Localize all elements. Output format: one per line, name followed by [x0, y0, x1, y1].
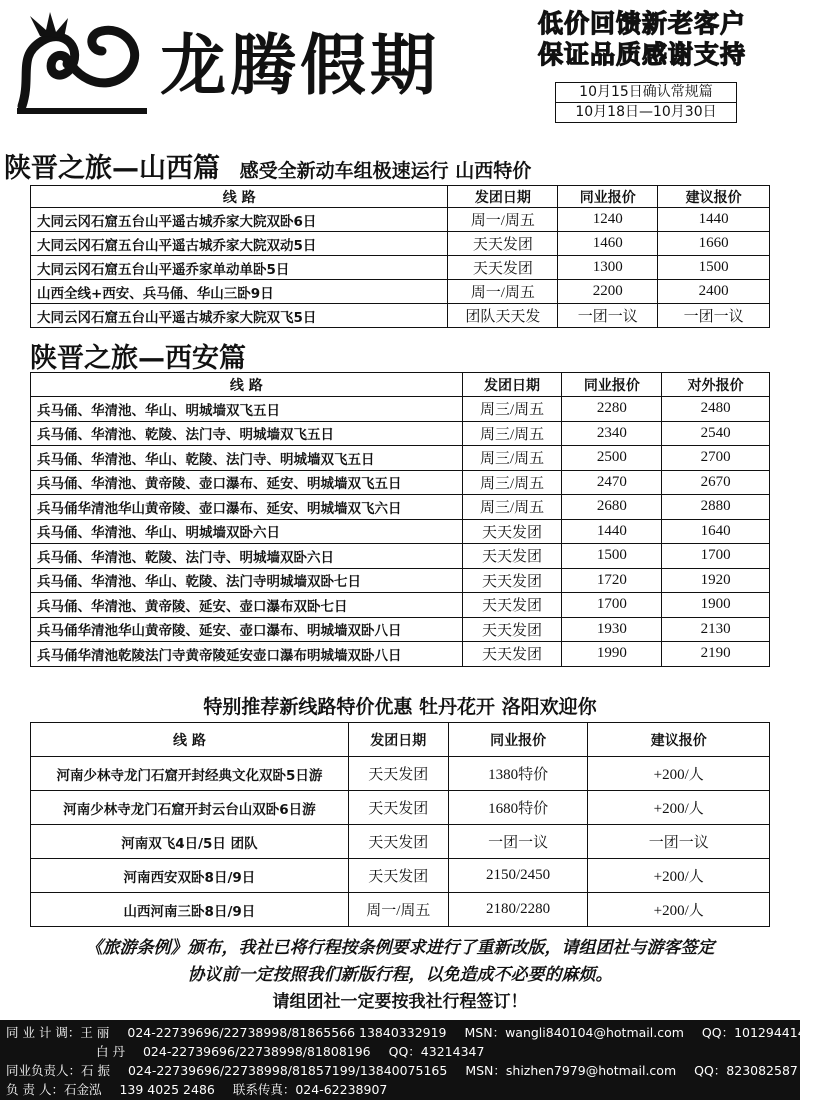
peer-price-cell: 一团一议: [448, 825, 588, 859]
column-header-suggest-price: 建议报价: [588, 723, 770, 757]
contact-label: 负 责 人：石金泓: [6, 1082, 102, 1097]
table-header-row: [31, 723, 770, 757]
table-row: [31, 495, 770, 520]
table-header-row: [31, 373, 770, 397]
table-row: [31, 757, 770, 791]
peer-price-cell: 1440: [562, 519, 662, 544]
peer-price-cell: 1500: [562, 544, 662, 569]
date-cell: 天天发团: [348, 859, 448, 893]
xian-title: 陕晋之旅—西安篇: [30, 343, 246, 374]
column-header-date: 发团日期: [448, 186, 558, 208]
promo-banner: 特别推荐新线路特价优惠 牡丹花开 洛阳欢迎你: [203, 696, 597, 718]
contact-row-2: [96, 1042, 484, 1060]
route-cell: 大同云冈石窟五台山平遥古城乔家大院双卧6日: [31, 208, 448, 232]
contact-fax: 联系传真：024-62238907: [232, 1082, 388, 1097]
date-cell: 周一/周五: [348, 893, 448, 927]
contact-qq: QQ：43214347: [388, 1044, 485, 1059]
suggest-price-cell: 1700: [662, 544, 770, 569]
column-header-route: 线 路: [31, 373, 463, 397]
contact-qq: QQ：1012944143: [701, 1025, 814, 1040]
column-header-date: 发团日期: [348, 723, 448, 757]
shanxi-subtitle: 感受全新动车组极速运行 山西特价: [239, 160, 532, 182]
suggest-price-cell: 2670: [662, 470, 770, 495]
date-cell: 天天发团: [448, 256, 558, 280]
date-cell: 天天发团: [462, 642, 562, 667]
contact-msn[interactable]: MSN：shizhen7979@hotmail.com: [465, 1063, 677, 1078]
route-cell: 兵马俑、华清池、乾陵、法门寺、明城墙双卧六日: [31, 544, 463, 569]
table-row: [31, 470, 770, 495]
peer-price-cell: 1930: [562, 617, 662, 642]
peer-price-cell: 2180/2280: [448, 893, 588, 927]
contact-qq: QQ：823082587: [694, 1063, 798, 1078]
date-cell: 周三/周五: [462, 397, 562, 422]
date-cell: 天天发团: [462, 617, 562, 642]
suggest-price-cell: 一团一议: [588, 825, 770, 859]
contact-footer: [0, 1020, 814, 1100]
henan-table: [30, 722, 770, 927]
table-row: [31, 825, 770, 859]
table-row: [31, 446, 770, 471]
date-box: [555, 82, 737, 123]
peer-price-cell: 1460: [558, 232, 658, 256]
route-cell: 山西全线+西安、兵马俑、华山三卧9日: [31, 280, 448, 304]
column-header-suggest-price: 建议报价: [658, 186, 770, 208]
suggest-price-cell: 2880: [662, 495, 770, 520]
route-cell: 大同云冈石窟五台山平遥乔家单动单卧5日: [31, 256, 448, 280]
shanxi-section-title: [4, 146, 531, 185]
route-cell: 兵马俑、华清池、华山、明城墙双飞五日: [31, 397, 463, 422]
column-header-route: 线 路: [31, 723, 349, 757]
peer-price-cell: 2150/2450: [448, 859, 588, 893]
suggest-price-cell: 1500: [658, 256, 770, 280]
date-cell: 周三/周五: [462, 446, 562, 471]
date-cell: 天天发团: [448, 232, 558, 256]
date-line-1: 10月15日确认常规篇: [579, 84, 713, 100]
notice-line-1: 《旅游条例》颁布，我社已将行程按条例要求进行了重新改版，请组团社与游客签定: [85, 938, 715, 958]
table-row: [31, 304, 770, 328]
table-row: [31, 280, 770, 304]
table-row: [31, 397, 770, 422]
suggest-price-cell: 2190: [662, 642, 770, 667]
route-cell: 河南少林寺龙门石窟开封经典文化双卧5日游: [31, 757, 349, 791]
date-cell: 天天发团: [462, 544, 562, 569]
table-row: [31, 232, 770, 256]
peer-price-cell: 1700: [562, 593, 662, 618]
table-row: [31, 519, 770, 544]
slogan: [538, 8, 746, 70]
route-cell: 大同云冈石窟五台山平遥古城乔家大院双动5日: [31, 232, 448, 256]
date-cell: 团队天天发: [448, 304, 558, 328]
suggest-price-cell: 2700: [662, 446, 770, 471]
date-cell: 周三/周五: [462, 421, 562, 446]
route-cell: 兵马俑、华清池、乾陵、法门寺、明城墙双飞五日: [31, 421, 463, 446]
date-cell: 天天发团: [462, 568, 562, 593]
table-header-row: [31, 186, 770, 208]
suggest-price-cell: 1920: [662, 568, 770, 593]
route-cell: 大同云冈石窟五台山平遥古城乔家大院双飞5日: [31, 304, 448, 328]
contact-phone: 139 4025 2486: [119, 1082, 215, 1097]
peer-price-cell: 1990: [562, 642, 662, 667]
contact-label: 同业负责人：石 振: [6, 1063, 110, 1078]
suggest-price-cell: 一团一议: [658, 304, 770, 328]
peer-price-cell: 2470: [562, 470, 662, 495]
table-row: [31, 256, 770, 280]
column-header-peer-price: 同业报价: [448, 723, 588, 757]
suggest-price-cell: +200/人: [588, 791, 770, 825]
peer-price-cell: 1240: [558, 208, 658, 232]
contact-phone: 024-22739696/22738998/81808196: [142, 1044, 371, 1059]
route-cell: 兵马俑华清池乾陵法门寺黄帝陵延安壶口瀑布明城墙双卧八日: [31, 642, 463, 667]
peer-price-cell: 2500: [562, 446, 662, 471]
suggest-price-cell: 1440: [658, 208, 770, 232]
suggest-price-cell: +200/人: [588, 859, 770, 893]
dragon-logo-icon: [12, 6, 152, 116]
notice-line-3: 请组团社一定要按我社行程签订！: [272, 992, 528, 1012]
contact-row-4: [6, 1080, 387, 1098]
suggest-price-cell: 2480: [662, 397, 770, 422]
table-row: [31, 568, 770, 593]
date-cell: 天天发团: [348, 791, 448, 825]
xian-table: [30, 372, 770, 667]
notice: [0, 935, 800, 1016]
peer-price-cell: 1720: [562, 568, 662, 593]
peer-price-cell: 1300: [558, 256, 658, 280]
date-cell: 天天发团: [348, 757, 448, 791]
contact-phone: 024-22739696/22738998/81857199/13840075165: [127, 1063, 448, 1078]
route-cell: 河南双飞4日/5日 团队: [31, 825, 349, 859]
slogan-line-1: 低价回馈新老客户: [538, 9, 747, 38]
shanxi-table: [30, 185, 770, 328]
table-row: [31, 791, 770, 825]
header: [0, 0, 800, 138]
suggest-price-cell: 2130: [662, 617, 770, 642]
date-cell: 周三/周五: [462, 470, 562, 495]
notice-line-2: 协议前一定按照我们新版行程，以免造成不必要的麻烦。: [187, 965, 613, 985]
peer-price-cell: 1380特价: [448, 757, 588, 791]
route-cell: 河南西安双卧8日/9日: [31, 859, 349, 893]
contact-msn[interactable]: MSN：wangli840104@hotmail.com: [464, 1025, 684, 1040]
column-header-route: 线 路: [31, 186, 448, 208]
shanxi-title: 陕晋之旅—山西篇: [4, 153, 220, 184]
contact-row-3: [6, 1061, 798, 1079]
route-cell: 兵马俑、华清池、华山、明城墙双卧六日: [31, 519, 463, 544]
suggest-price-cell: 1900: [662, 593, 770, 618]
xian-section-title: [30, 336, 246, 375]
peer-price-cell: 2680: [562, 495, 662, 520]
contact-label: 同 业 计 调：王 丽: [6, 1025, 110, 1040]
column-header-external-price: 对外报价: [662, 373, 770, 397]
peer-price-cell: 2200: [558, 280, 658, 304]
peer-price-cell: 2280: [562, 397, 662, 422]
slogan-line-2: 保证品质感谢支持: [538, 40, 747, 69]
route-cell: 兵马俑华清池华山黄帝陵、延安、壶口瀑布、明城墙双卧八日: [31, 617, 463, 642]
route-cell: 兵马俑、华清池、黄帝陵、延安、壶口瀑布双卧七日: [31, 593, 463, 618]
route-cell: 河南少林寺龙门石窟开封云台山双卧6日游: [31, 791, 349, 825]
date-cell: 周一/周五: [448, 280, 558, 304]
column-header-peer-price: 同业报价: [558, 186, 658, 208]
suggest-price-cell: 1640: [662, 519, 770, 544]
suggest-price-cell: 1660: [658, 232, 770, 256]
suggest-price-cell: +200/人: [588, 757, 770, 791]
peer-price-cell: 一团一议: [558, 304, 658, 328]
date-cell: 天天发团: [462, 593, 562, 618]
contact-row-1: [6, 1023, 814, 1041]
route-cell: 兵马俑、华清池、华山、乾陵、法门寺、明城墙双飞五日: [31, 446, 463, 471]
brand-title: 龙腾假期: [160, 27, 440, 104]
column-header-date: 发团日期: [462, 373, 562, 397]
route-cell: 兵马俑、华清池、华山、乾陵、法门寺明城墙双卧七日: [31, 568, 463, 593]
contact-phone: 024-22739696/22738998/81865566 13840332919: [127, 1025, 447, 1040]
date-cell: 天天发团: [348, 825, 448, 859]
table-row: [31, 642, 770, 667]
table-row: [31, 593, 770, 618]
suggest-price-cell: 2540: [662, 421, 770, 446]
table-row: [31, 208, 770, 232]
date-cell: 天天发团: [462, 519, 562, 544]
peer-price-cell: 2340: [562, 421, 662, 446]
table-row: [31, 421, 770, 446]
route-cell: 山西河南三卧8日/9日: [31, 893, 349, 927]
date-cell: 周三/周五: [462, 495, 562, 520]
route-cell: 兵马俑、华清池、黄帝陵、壶口瀑布、延安、明城墙双飞五日: [31, 470, 463, 495]
suggest-price-cell: +200/人: [588, 893, 770, 927]
table-row: [31, 859, 770, 893]
date-line-2: 10月18日—10月30日: [556, 102, 736, 122]
table-row: [31, 544, 770, 569]
suggest-price-cell: 2400: [658, 280, 770, 304]
table-row: [31, 617, 770, 642]
date-cell: 周一/周五: [448, 208, 558, 232]
table-row: [31, 893, 770, 927]
route-cell: 兵马俑华清池华山黄帝陵、壶口瀑布、延安、明城墙双飞六日: [31, 495, 463, 520]
contact-name: 白 丹: [96, 1044, 125, 1059]
peer-price-cell: 1680特价: [448, 791, 588, 825]
column-header-peer-price: 同业报价: [562, 373, 662, 397]
